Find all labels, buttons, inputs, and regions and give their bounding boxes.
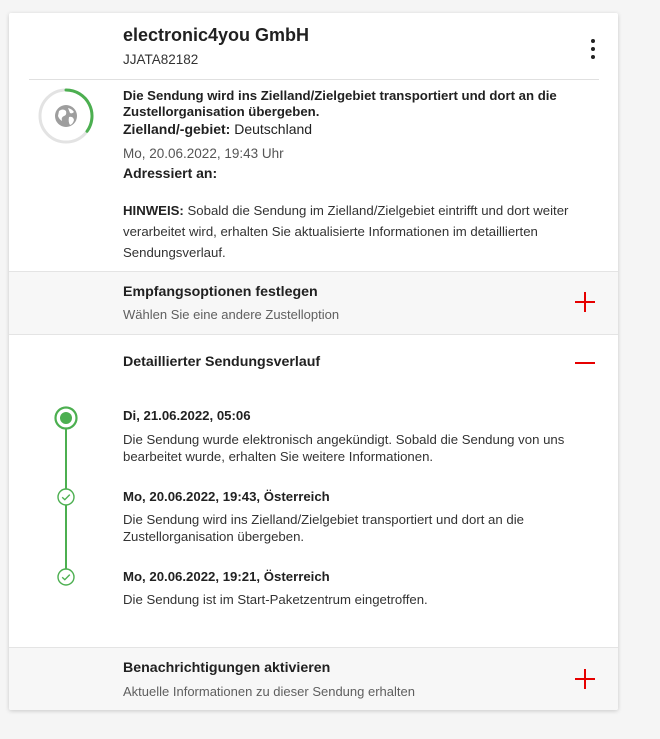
receive-options-subtitle: Wählen Sie eine andere Zustelloption [123, 307, 340, 322]
notifications-subtitle: Aktuelle Informationen zu dieser Sendung erhalten [123, 684, 415, 699]
shipment-header [9, 13, 618, 80]
shipment-card [9, 13, 618, 710]
destination-label: Zielland/-gebiet: [123, 121, 231, 137]
note [123, 200, 598, 263]
event-text-1: Die Sendung wurde elektronisch angekündigt. Sobald die Sendung von uns bearbeitet wurde, erhalten Sie weitere Informationen. [123, 432, 565, 464]
event-date-1: Di, 21.06.2022, 05:06 [123, 408, 251, 423]
sender-name: electronic4you GmbH [123, 25, 310, 45]
check-circle-icon [57, 488, 75, 506]
receive-options-section[interactable] [9, 271, 618, 335]
addressed-to-label: Adressiert an: [123, 165, 218, 181]
check-circle-icon [57, 568, 75, 586]
expand-plus-icon[interactable] [575, 292, 595, 312]
event-date-2: Mo, 20.06.2022, 19:43, Österreich [123, 489, 330, 504]
note-label: HINWEIS: [123, 203, 184, 218]
collapse-minus-icon[interactable] [575, 353, 595, 373]
destination-row [123, 121, 312, 137]
event-text-2: Die Sendung wird ins Zielland/Zielgebiet transportiert und dort an die Zustellorganisation übergeben. [123, 512, 524, 544]
destination-value: Deutschland [234, 121, 313, 137]
receive-options-title: Empfangsoptionen festlegen [123, 284, 318, 300]
globe-progress-icon [37, 87, 95, 145]
status-date: Mo, 20.06.2022, 19:43 Uhr [123, 146, 284, 161]
tracking-number: JJATA82182 [123, 52, 199, 67]
notifications-title: Benachrichtigungen aktivieren [123, 660, 331, 676]
divider [29, 79, 599, 80]
note-text: Sobald die Sendung im Zielland/Zielgebiet eintrifft und dort weiter verarbeitet wird, erhalten Sie aktualisierte Informationen im detaillierten Sendungsverlauf. [123, 203, 569, 260]
current-status-dot-icon [54, 406, 78, 430]
expand-plus-icon[interactable] [575, 669, 595, 689]
more-options-icon[interactable] [581, 37, 605, 61]
history-title: Detaillierter Sendungsverlauf [123, 354, 321, 370]
status-title: Die Sendung wird ins Zielland/Zielgebiet transportiert und dort an die Zustellorganisation übergeben. [123, 88, 557, 119]
event-date-3: Mo, 20.06.2022, 19:21, Österreich [123, 569, 330, 584]
event-text-3: Die Sendung ist im Start-Paketzentrum eingetroffen. [123, 592, 428, 607]
notifications-section[interactable] [9, 647, 618, 710]
